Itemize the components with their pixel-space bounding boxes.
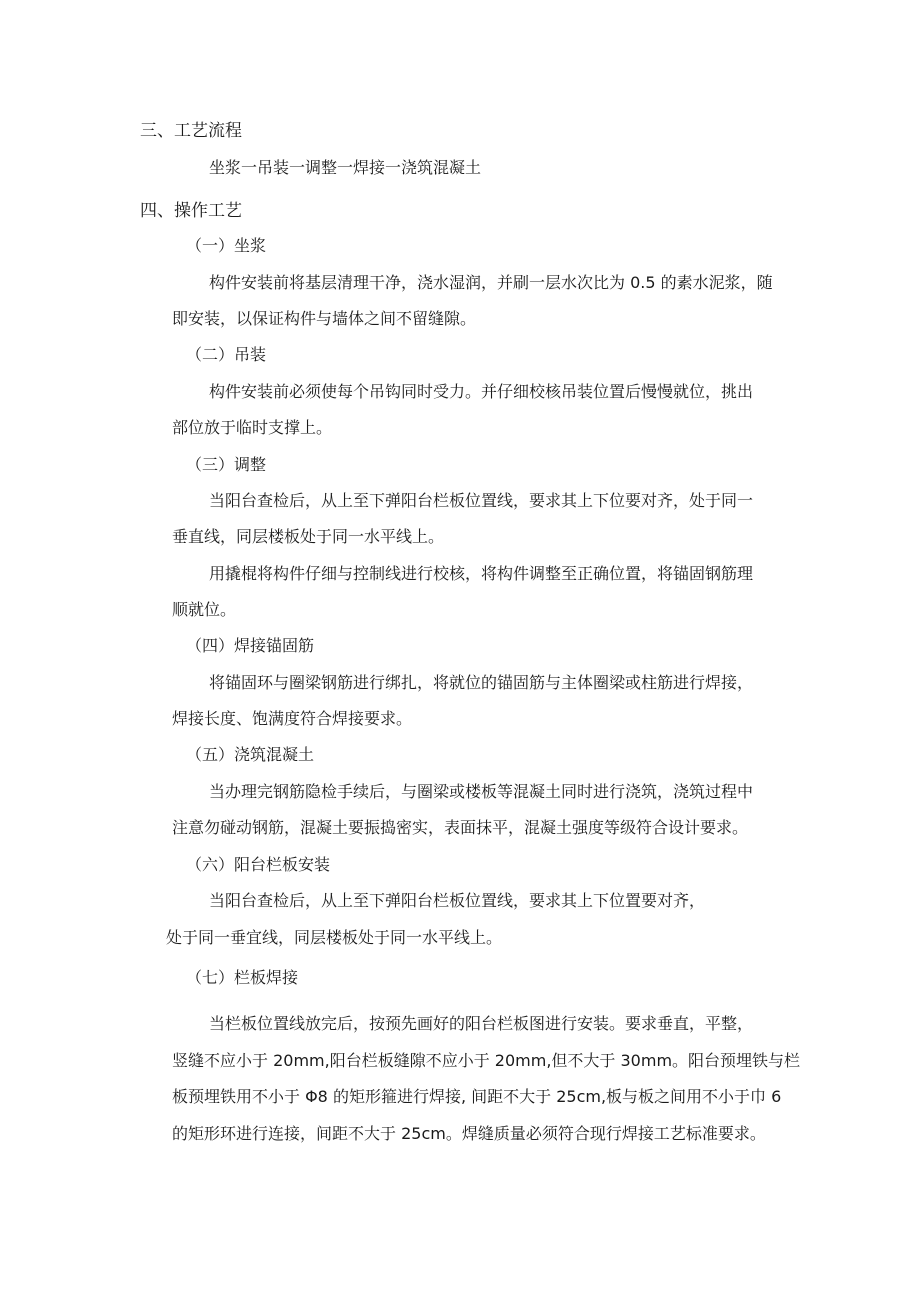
paragraph-line: 板预埋铁用不小于 Φ8 的矩形箍进行焊接, 间距不大于 25cm,板与板之间用不小于巾 6	[172, 1087, 782, 1106]
paragraph-line: 将锚固环与圈梁钢筋进行绑扎，将就位的锚固筋与主体圈梁或柱筋进行焊接，	[209, 673, 754, 692]
paragraph-line: 垂直线，同层楼板处于同一水平线上。	[172, 527, 445, 546]
subsection-title-welding-anchor: （四）焊接锚固筋	[186, 636, 315, 655]
paragraph-line: 的矩形环进行连接，间距不大于 25cm。焊缝质量必须符合现行焊接工艺标准要求。	[172, 1124, 766, 1143]
paragraph-line: 构件安装前将基层清理干净，浇水湿润，并刷一层水次比为 0.5 的素水泥浆，随	[209, 273, 773, 292]
paragraph-line: 顺就位。	[172, 600, 237, 619]
subsection-title-mortar: （一）坐浆	[186, 236, 267, 255]
section-heading-process-flow: 三、工艺流程	[140, 121, 242, 141]
paragraph-line: 焊接长度、饱满度符合焊接要求。	[172, 709, 413, 728]
paragraph-line: 构件安装前必须使每个吊钩同时受力。并仔细校核吊装位置后慢慢就位，挑出	[209, 382, 754, 401]
process-flow-text: 坐浆一吊装一调整一焊接一浇筑混凝土	[209, 158, 482, 177]
paragraph-line: 当栏板位置线放完后，按预先画好的阳台栏板图进行安装。要求垂直，平整，	[209, 1014, 754, 1033]
subsection-title-balcony-panel: （六）阳台栏板安装	[186, 855, 331, 874]
paragraph-line: 即安装，以保证构件与墙体之间不留缝隙。	[172, 309, 477, 328]
subsection-title-panel-welding: （七）栏板焊接	[186, 968, 299, 987]
paragraph-line: 竖缝不应小于 20mm,阳台栏板缝隙不应小于 20mm,但不大于 30mm。阳台预埋铁与栏	[172, 1051, 801, 1070]
subsection-title-hoisting: （二）吊装	[186, 345, 267, 364]
paragraph-line: 当办理完钢筋隐检手续后，与圈梁或楼板等混凝土同时进行浇筑，浇筑过程中	[209, 782, 754, 801]
paragraph-line: 当阳台查检后，从上至下弹阳台栏板位置线，要求其上下位要对齐，处于同一	[209, 491, 754, 510]
paragraph-line: 注意勿碰动钢筋，混凝土要振捣密实，表面抹平，混凝土强度等级符合设计要求。	[172, 818, 749, 837]
paragraph-line: 用撬棍将构件仔细与控制线进行校核，将构件调整至正确位置，将锚固钢筋理	[209, 564, 754, 583]
subsection-title-adjustment: （三）调整	[186, 455, 267, 474]
subsection-title-pour-concrete: （五）浇筑混凝土	[186, 745, 315, 764]
paragraph-line: 当阳台查检后，从上至下弹阳台栏板位置线，要求其上下位置要对齐，	[209, 891, 706, 910]
paragraph-line: 处于同一垂宜线，同层楼板处于同一水平线上。	[166, 928, 503, 947]
paragraph-line: 部位放于临时支撑上。	[172, 418, 333, 437]
section-heading-operation: 四、操作工艺	[140, 201, 242, 221]
